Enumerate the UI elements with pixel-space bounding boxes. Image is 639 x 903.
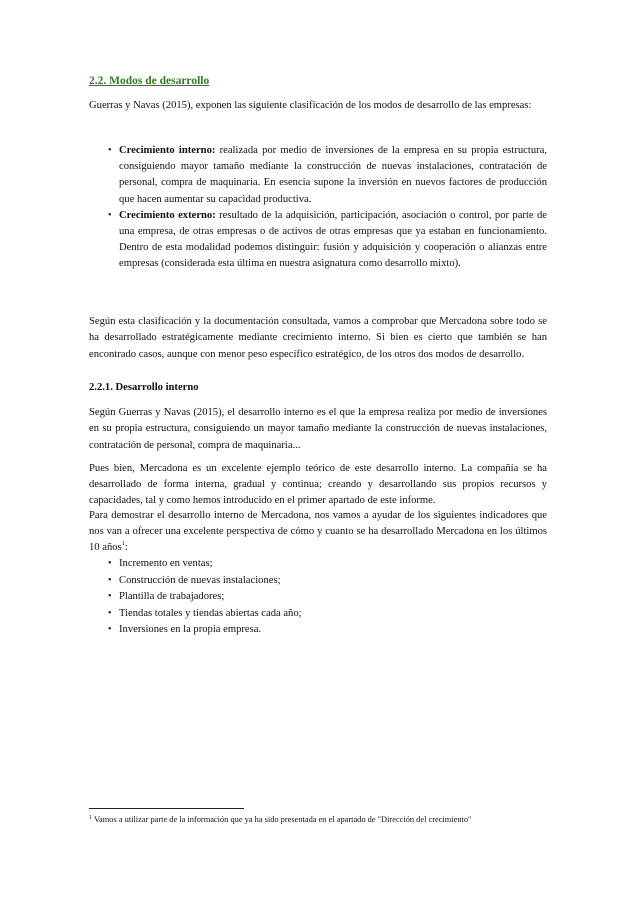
indicators-intro-end: : bbox=[124, 541, 128, 553]
internal-development-definition: Según Guerras y Navas (2015), el desarrollo interno es el que la empresa realiza por medio de inversiones en su propia estructura, consiguiendo un mayor tamaño mediante la construcción de nuevas instalaciones, contratación de personal, compra de maquinaria... bbox=[89, 407, 547, 451]
indicator-label: Inversiones en la propia empresa. bbox=[119, 624, 262, 636]
bullet-icon: • bbox=[108, 558, 112, 569]
footnote-reference: 1 bbox=[121, 539, 125, 547]
list-item-internal-growth bbox=[89, 143, 547, 208]
subsection-heading: 2.2.1. Desarrollo interno bbox=[89, 382, 199, 393]
bullet-icon: • bbox=[108, 607, 112, 619]
list-item bbox=[89, 622, 547, 639]
list-item bbox=[89, 589, 547, 606]
term-internal-growth: Crecimiento interno: bbox=[119, 145, 216, 156]
indicators-intro-paragraph bbox=[89, 508, 547, 555]
footnote-separator bbox=[89, 808, 244, 809]
conclusion-paragraph: Según esta clasificación y la documentación consultada, vamos a comprobar que Mercadona sobre todo se ha desarrollado estratégicamente mediante crecimiento interno. Si bien es cierto que también se han encontrado casos, aunque con menor peso específico estratégico, de los otros dos modos de desarrollo. bbox=[89, 316, 547, 360]
section-heading: 2.2. Modos de desarrollo bbox=[89, 75, 210, 87]
list-item bbox=[89, 606, 547, 623]
indicators-list bbox=[89, 556, 547, 639]
bullet-icon: • bbox=[108, 591, 112, 603]
indicator-label: Incremento en ventas; bbox=[119, 558, 213, 569]
bullet-icon: • bbox=[108, 209, 112, 221]
development-modes-list bbox=[89, 143, 547, 273]
bullet-icon: • bbox=[108, 145, 112, 156]
list-item bbox=[89, 556, 547, 573]
intro-paragraph: Guerras y Navas (2015), exponen las siguiente clasificación de los modos de desarrollo de las empresas: bbox=[89, 100, 532, 111]
definition-external-growth: resultado de la adquisición, participación, asociación o control, por parte de una empresa, de otras empresas o de activos de otras empresas que ya estaban en funcionamiento. Dentro de esta modalidad podemos distinguir: fusión y adquisición y cooperación o alianzas entre empresas (considerada esta última en nuestra asignatura como desarrollo mixto). bbox=[119, 209, 547, 270]
bullet-icon: • bbox=[108, 574, 112, 586]
mercadona-example-paragraph: Pues bien, Mercadona es un excelente ejemplo teórico de este desarrollo interno. La compañía se ha desarrollado de forma interna, gradual y continua; creando y desarrollando sus propios recursos y capacidades, tal y como hemos introducido en el primer apartado de este informe. bbox=[89, 463, 547, 506]
list-item-external-growth bbox=[89, 208, 547, 273]
indicator-label: Tiendas totales y tiendas abiertas cada año; bbox=[119, 607, 302, 619]
list-item bbox=[89, 573, 547, 590]
indicator-label: Plantilla de trabajadores; bbox=[119, 591, 225, 603]
indicator-label: Construcción de nuevas instalaciones; bbox=[119, 574, 281, 586]
footnote bbox=[89, 814, 559, 825]
bullet-icon: • bbox=[108, 624, 112, 636]
term-external-growth: Crecimiento externo: bbox=[119, 209, 216, 221]
indicators-intro-text: Para demostrar el desarrollo interno de Mercadona, nos vamos a ayudar de los siguientes indicadores que nos van a ofrecer una excelente perspectiva de cómo y cuanto se ha desarrollado Mercadona en los últimos 10 años bbox=[89, 510, 547, 553]
footnote-text: Vamos a utilizar parte de la información que ya ha sido presentada en el apartado de "Dirección del crecimiento" bbox=[92, 815, 472, 824]
footnote-marker: 1 bbox=[89, 815, 92, 821]
definition-internal-growth: realizada por medio de inversiones de la empresa en su propia estructura, consiguiendo mayor tamaño mediante la construcción de nuevas instalaciones, contratación de personal, compra de maquinaria. En esencia supone la inversión en nuevos factores de producción que hacen aumentar su capacidad productiva. bbox=[119, 145, 548, 205]
